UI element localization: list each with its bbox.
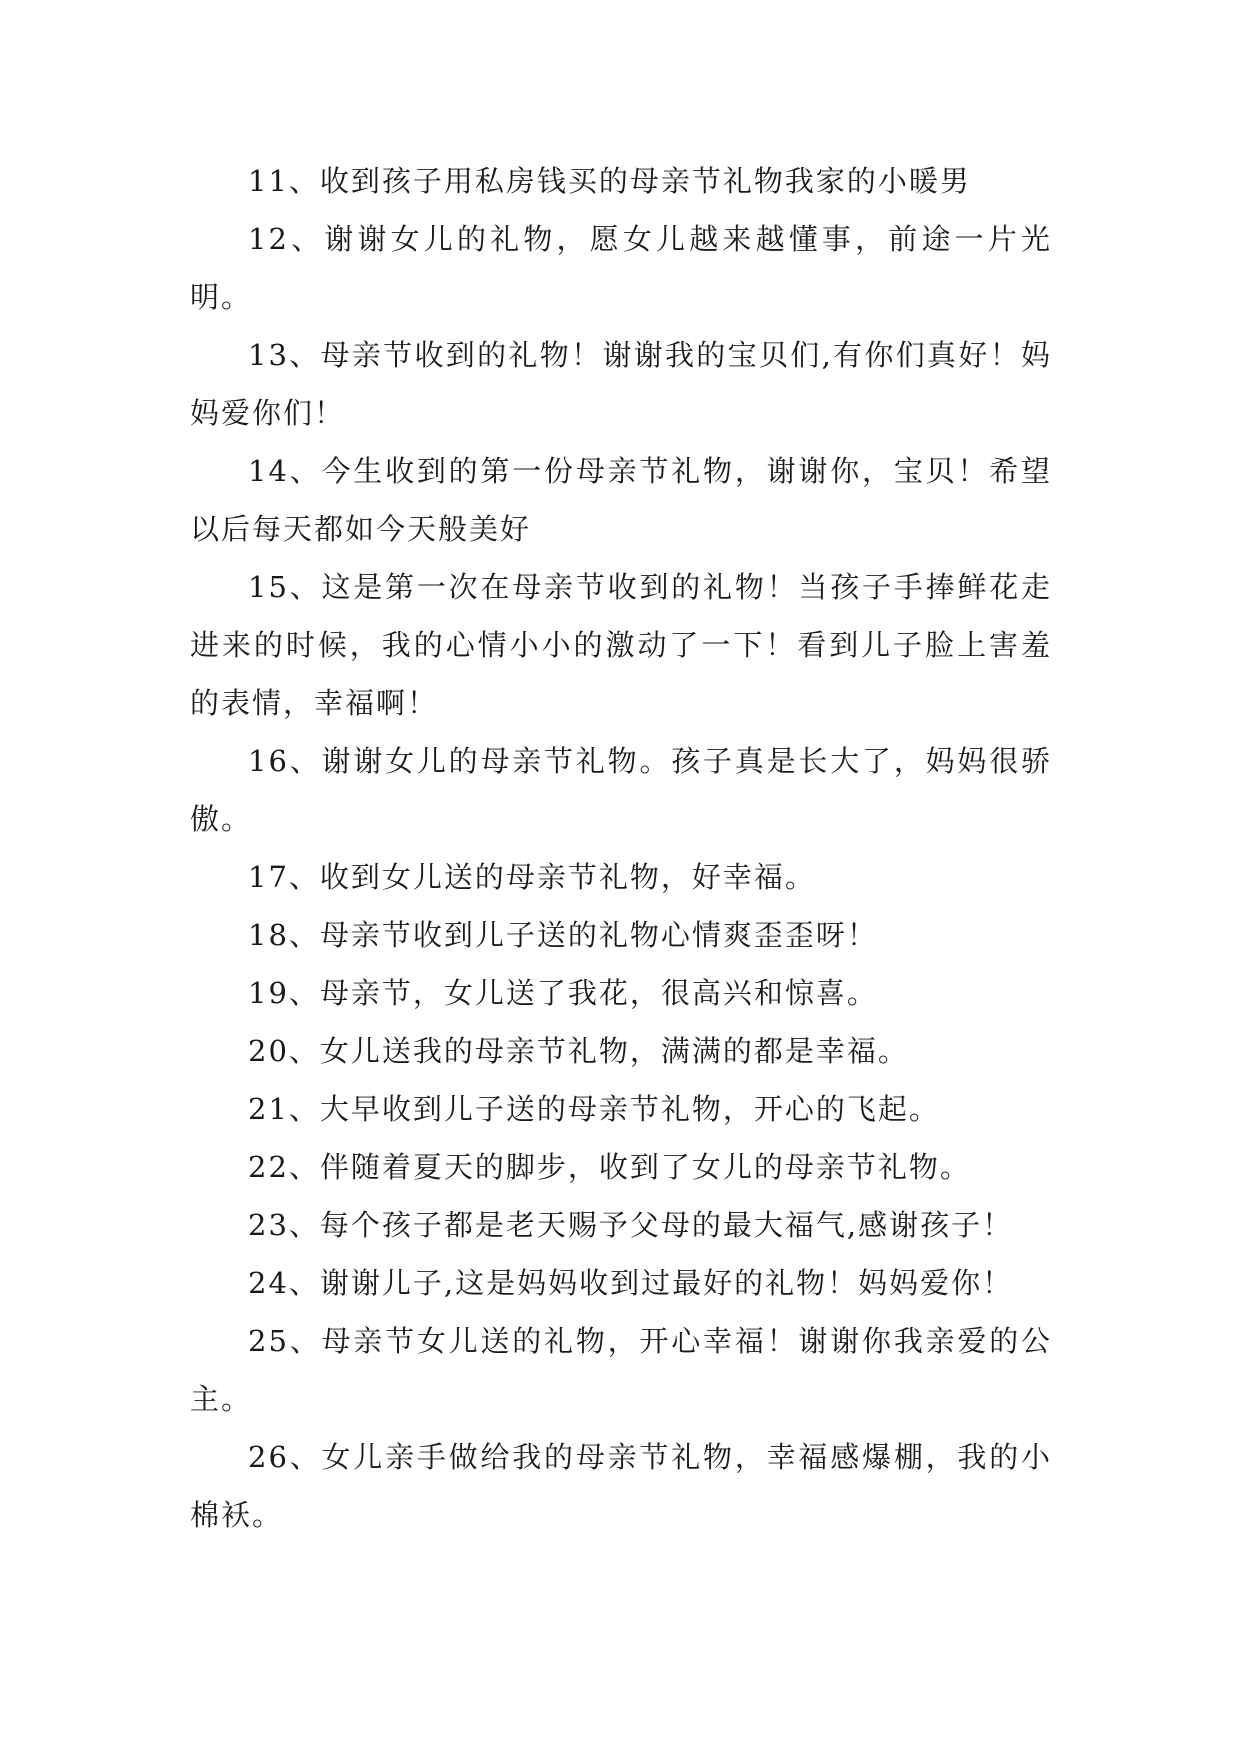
paragraph-24: 24、谢谢儿子,这是妈妈收到过最好的礼物！妈妈爱你！ [248,1266,1014,1300]
paragraph-15: 15、这是第一次在母亲节收到的礼物！当孩子手捧鲜花走进来的时候，我的心情小小的激动了一下！看到儿子脸上害羞的表情，幸福啊！ [190,570,1052,720]
document-body [190,152,1052,1544]
paragraph-13: 13、母亲节收到的礼物！谢谢我的宝贝们,有你们真好！妈妈爱你们！ [190,338,1052,430]
paragraph-20: 20、女儿送我的母亲节礼物，满满的都是幸福。 [248,1034,909,1068]
paragraph-11: 11、收到孩子用私房钱买的母亲节礼物我家的小暖男 [248,164,971,198]
paragraph-23: 23、每个孩子都是老天赐予父母的最大福气,感谢孩子！ [248,1208,1014,1242]
paragraph-17: 17、收到女儿送的母亲节礼物，好幸福。 [248,860,816,894]
paragraph-18: 18、母亲节收到儿子送的礼物心情爽歪歪呀！ [248,918,878,952]
paragraph-16: 16、谢谢女儿的母亲节礼物。孩子真是长大了，妈妈很骄傲。 [190,744,1052,836]
paragraph-12: 12、谢谢女儿的礼物，愿女儿越来越懂事，前途一片光明。 [190,222,1052,314]
paragraph-26: 26、女儿亲手做给我的母亲节礼物，幸福感爆棚，我的小棉袄。 [190,1440,1052,1532]
paragraph-21: 21、大早收到儿子送的母亲节礼物，开心的飞起。 [248,1092,940,1126]
paragraph-14: 14、今生收到的第一份母亲节礼物，谢谢你，宝贝！希望以后每天都如今天般美好 [190,454,1052,546]
paragraph-19: 19、母亲节，女儿送了我花，很高兴和惊喜。 [248,976,878,1010]
paragraph-22: 22、伴随着夏天的脚步，收到了女儿的母亲节礼物。 [248,1150,971,1184]
paragraph-25: 25、母亲节女儿送的礼物，开心幸福！谢谢你我亲爱的公主。 [190,1324,1052,1416]
